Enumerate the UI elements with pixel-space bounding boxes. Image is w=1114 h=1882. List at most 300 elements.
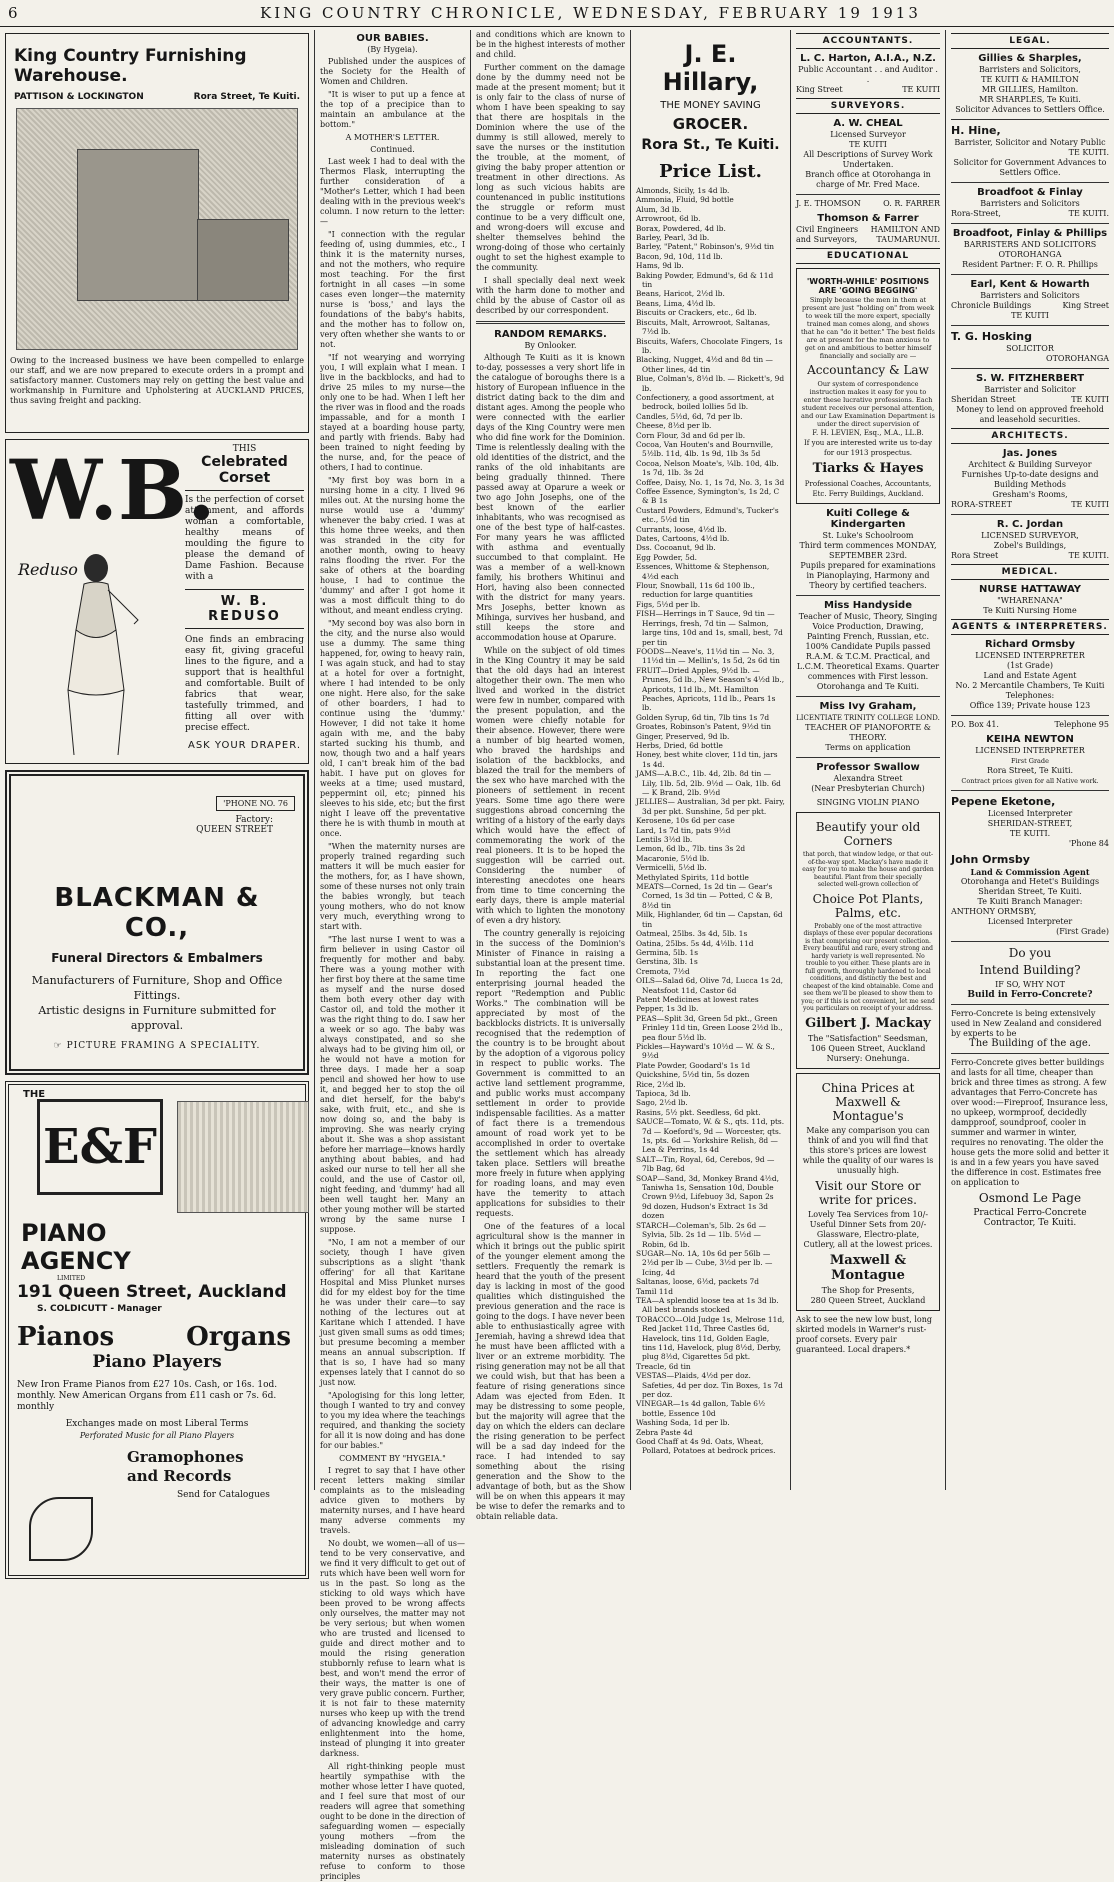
advertiser-name: Professor Swallow [816, 762, 920, 773]
article-paragraph: I shall specially deal next week with the harm done to mother and child by the abuse of Castor oil as described by our correspondent. [476, 276, 625, 315]
ad-subject: Accountancy & Law [807, 363, 929, 377]
organs-label: Organs [186, 1322, 291, 1352]
advertiser-text: All Descriptions of Survey Work Undertaken. [803, 150, 933, 169]
price-list-item: FRUIT—Dried Apples, 9½d lb. — Prunes, 5d lb., New Season's 4½d lb., Apricots, 11d lb., Mt. Hamilton Peaches, Apricots, 11d lb., Pears 1s lb. [636, 665, 785, 713]
price-list-item: SALT—Tin, Royal, 6d, Cerebos, 9d — 7lb Bag, 6d [636, 1154, 775, 1174]
price-list-item: Biscuits, Wafers, Chocolate Fingers, 1s lb. [636, 336, 783, 355]
price-list-item: Blacking, Nugget, 4½d and 8d tin — Other lines, 4d tin [636, 355, 773, 374]
ad-paragraph: Simply because the men in them at present are just "holding on" from week to week till the more expert, specially trained man comes along, and shows that he can "do it better." The best fields are at present for the man anxious to get on and ambitious to better himself financially and socially are — [801, 296, 935, 360]
limited-label: LIMITED [57, 1275, 86, 1282]
price-list-item: Lard, 1s 7d tin, pats 9½d [636, 825, 731, 835]
price-list-item: Good Chaff at 4s 9d. Oats, Wheat, Pollard, Potatoes at bedrock prices. [636, 1437, 776, 1456]
divider [951, 368, 1109, 369]
partner-name: O. R. FARRER [883, 199, 940, 208]
factory-info [19, 811, 273, 835]
price-list-item: Custard Powders, Edmund's, Tucker's etc., 5½d tin [636, 505, 779, 525]
column-ads-left [0, 30, 315, 1500]
price-list-item: Dates, Cartoons, 4½d lb. [636, 534, 730, 544]
price-list-item: Rice, 2½d lb. [636, 1079, 686, 1089]
firm-sub: Practical Ferro-Concrete Contractor, Te Kuiti. [973, 1208, 1087, 1228]
price-list-item: Essences, Whittome & Stephenson, 4½d each [636, 562, 770, 581]
continued-label: Continued. [370, 145, 415, 154]
advertiser-text: First Grade [1011, 757, 1049, 765]
ad-paragraph: One finds an embracing easy fit, giving graceful lines to the figure, and a support that is healthful and comfortable. Built of fabrics that wear, tastefully trimmed, and fitting all over with precise effect. [185, 635, 304, 733]
article-paragraph: "I connection with the regular feeding of, using dummies, etc., I think it is the maternity nurses, and not the mothers, who require most teaching. For the first fortnight in all cases —in some cases even longer—the maternity nurse is 'boss,' and lays the foundations of the baby's habits, and the mother has to follow on, very often whether she wants to or not. [320, 230, 465, 349]
ad-headline: Visit our Store or write for prices. [815, 1178, 921, 1207]
address-row [951, 395, 1109, 405]
advertiser-text: Te Kuiti Nursing Home [983, 606, 1077, 615]
price-list-item: Blue, Colman's, 8½d lb. — Rickett's, 9d lb. [636, 374, 785, 393]
grocer-name: J. E. Hillary, [662, 40, 759, 96]
article-paragraph: The country generally is rejoicing in the success of the Dominion's Minister of Finance in raising a substantial loan at the present time. In reporting the fact one enterprising journal headed the report "Redemption and Public Works." The combination will be appreciated by most of the backblocks districts. It is universally recognised that the redemption of the country is to be brought about by the adoption of a vigorous policy in respect to public works. The Government is committed to an active land settlement programme, and public works must accompany settlement in order to provide indispensable facilities. As a matter of fact there is a tremendous amount of road work yet to be accomplished in order to overtake the settlement which has already taken place. Settlers will breathe more freely in future when applying for roading loans, and may even have the temerity to attach applications for subsidies to their requests. [476, 929, 625, 1218]
price-list-item: Arrowroot, 6d lb. [636, 214, 701, 224]
grocer-tagline: THE MONEY SAVING [660, 100, 761, 111]
telephone: Telephone 95 [1054, 720, 1109, 729]
divider [951, 223, 1109, 224]
firm-sub: 106 Queen Street, Auckland [810, 1043, 926, 1053]
address-row [951, 209, 1109, 219]
article-heading: OUR BABIES. [356, 33, 429, 44]
wb-logo: W.B. [10, 443, 216, 539]
ad-text: Owing to the increased business we have been compelled to enlarge our staff, and we are now prepared to execute orders in a prompt and satisfactory manner. Customers may rely on getting the best value and workmanship in Furniture and Upholstering at AUCKLAND PRICES, thus saving freight and packing. [10, 356, 304, 405]
advertiser-text: Solicitor Advances to Settlers Office. [955, 105, 1105, 114]
advertiser-role: Barrister, Solicitor and Notary Public [954, 138, 1106, 147]
article-paragraph: All right-thinking people must heartily sympathise with the mother whose letter I have quoted, and I feel sure that most of our readers will agree that something ought to be done in the direction of safeguarding women — especially young mothers —from the misleading domination of such maternity nurses as obstinately refuse to conform to those principles [320, 1762, 465, 1881]
price-list-item: Dss. Cocoanut, 9d lb. [636, 543, 716, 553]
section-header: EDUCATIONAL [796, 248, 940, 264]
advertiser-text: Third term commences MONDAY, SEPTEMBER 23rd. [799, 541, 937, 560]
price-list-items [636, 186, 785, 1456]
catalogues-line: Send for Catalogues [177, 1490, 270, 1500]
price-list-item: Coffee Essence, Symington's, 1s 2d, C & B 1s [636, 487, 780, 506]
advertiser-text: MR SHARPLES, Te Kuiti. [979, 95, 1081, 104]
advertiser-text: Te Kuiti Branch Manager: [977, 897, 1083, 906]
street: King Street [1062, 301, 1109, 310]
firm-tagline: Funeral Directors & Embalmers [51, 951, 263, 965]
divider [951, 1053, 1109, 1054]
column-our-babies [315, 30, 471, 1881]
corset-ad-art [6, 440, 216, 763]
advertiser-text: Terms on application [825, 743, 911, 752]
section-header: SURVEYORS. [796, 98, 940, 114]
ad-paragraph: Probably one of the most attractive displays of these ever popular decorations is that comprising our present collection. Every beautiful and rare, every strong and hardy variety is well represented. No trouble to you either. These plants are in full growth, thoroughly hardened to local conditions, and distinctly the best and cheapest of the kind obtainable. Come and see them we'll be pleased to show them to you; or if this is not convenient, let me send you particulars on receipt of your address. [801, 922, 935, 1012]
article-paragraph: I regret to say that I have other recent letters making similar complaints as to the misleading advice given to mothers by maternity nurses, and I have heard many adverse comments my travels. [320, 1466, 465, 1535]
price-list-title: Price List. [659, 161, 762, 182]
town: TAUMARUNUI. [876, 235, 940, 244]
page-number: 6 [8, 4, 18, 22]
divider [951, 514, 1109, 515]
street: RORA-STREET [951, 500, 1012, 509]
ad-headline: Beautify your old Corners [815, 820, 921, 848]
column-price-list [631, 30, 791, 1490]
mackay-ad [796, 812, 940, 1069]
advertiser-text: Solicitor for Government Advances to Settlers Office. [953, 158, 1107, 177]
grocer-address: Rora St., Te Kuiti. [641, 137, 780, 153]
advertiser-text: Money to lend on approved freehold and leasehold securities. [956, 405, 1104, 424]
town: TE KUITI. [1068, 209, 1109, 218]
grocer-label: GROCER. [672, 115, 749, 133]
divider [951, 182, 1109, 183]
partner-name: J. E. THOMSON [796, 199, 861, 208]
section-header: ACCOUNTANTS. [796, 33, 940, 49]
address-row [951, 720, 1109, 730]
column-legal-ads [946, 30, 1114, 1490]
gramophone-horn-icon [29, 1497, 93, 1561]
divider [951, 274, 1109, 275]
pianos-label: Pianos [17, 1322, 115, 1352]
advertiser-text: St. Luke's Schoolroom [822, 531, 914, 540]
corset-ad [5, 439, 309, 764]
article-paragraph: and conditions which are known to be in the highest interests of mother and child. [476, 30, 625, 59]
price-list-item: Corn Flour, 3d and 6d per lb. [636, 430, 746, 440]
price-list-item: Figs, 5½d per lb. [636, 599, 701, 609]
ad-headline: Celebrated Corset [185, 454, 304, 491]
street: King Street [796, 85, 843, 94]
article-byline: By Onlooker. [524, 341, 577, 350]
advertiser-text: (1st Grade) [1006, 661, 1054, 670]
price-list-item: PEAS—Split 3d, Green 5d pkt., Green Frinley 11d tin, Green Loose 2½d lb., pea flour 5½d lb. [636, 1013, 783, 1042]
price-list-item: Pickles—Hayward's 10½d — W. & S., 9½d [636, 1041, 775, 1061]
advertiser-text: Office 139; Private house 123 [969, 701, 1091, 710]
warehouse-photo [16, 108, 298, 350]
price-list-item: Golden Syrup, 6d tin, 7lb tins 1s 7d [636, 712, 770, 722]
divider [951, 941, 1109, 942]
advertiser-role: LICENSED INTERPRETER [975, 746, 1085, 755]
advertiser-role: Licensed Interpreter [987, 809, 1073, 818]
advertiser-name: Pepene Eketone, [951, 795, 1056, 808]
logo-the: THE [23, 1089, 46, 1100]
price-list-item: Hams, 9d lb. [636, 261, 684, 271]
address-row [796, 225, 940, 235]
price-list-item: JELLIES— Australian, 3d per pkt. Fairy, 3d per pkt. Sunshine, 5d per pkt. [636, 797, 785, 816]
article-paragraph: Published under the auspices of the Society for the Health of Women and Children. [320, 57, 465, 86]
ad-headline: Choice Pot Plants, Palms, etc. [812, 891, 924, 920]
article-paragraph: "Apologising for this long letter, though I wanted to try and convey to you my idea where the teachings required, and thanking the society for all it is now doing and has done for our babies." [320, 1391, 465, 1450]
perforated-line: Perforated Music for all Piano Players [79, 1431, 235, 1440]
advertiser-name: Earl, Kent & Howarth [970, 279, 1090, 290]
price-list-item: Gerstina, 3lb. 1s [636, 957, 698, 967]
article-subheading: COMMENT BY "HYGEIA." [339, 1454, 446, 1463]
ad-paragraph: that porch, that window ledge, or that out-of-the-way spot. Mackay's have made it easy for you to make the house and garden beautiful. Plant from their specially selected well-grown collection of [802, 851, 934, 888]
firm-sub: 280 Queen Street, Auckland [810, 1295, 926, 1305]
advertiser-text: No. 2 Mercantile Chambers, Te Kuiti [955, 681, 1105, 690]
price-paragraph: New Iron Frame Pianos from £27 10s. Cash, or 16s. 1od. monthly. New American Organs from £11 cash or 7s. 6d. monthly [17, 1380, 278, 1412]
address-row [951, 551, 1109, 561]
price-list-item: Cheese, 8½d per lb. [636, 421, 712, 431]
advertiser-name: Jas. Jones [1002, 448, 1058, 459]
town: TE KUITI [849, 140, 887, 149]
advertiser-text: Land and Estate Agent [983, 671, 1077, 680]
advertiser-name: S. W. FITZHERBERT [975, 373, 1085, 384]
factory-street: QUEEN STREET [196, 825, 273, 835]
corset-figure-illustration [46, 550, 146, 760]
price-list-item: VESTAS—Plaids, 4½d per doz. Safeties, 4d per doz. Tin Boxes, 1s 7d per doz. [636, 1371, 783, 1399]
price-list-item: Cocoa, Van Houten's and Bournville, 5½lb. 11d, 4lb. 1s 9d, 1lb 3s 5d [636, 439, 774, 459]
building: Chronicle Buildings [951, 301, 1032, 310]
divider [796, 757, 940, 758]
firm-name: Osmond Le Page [978, 1191, 1082, 1205]
article-paragraph: "My second boy was also born in the city, and the nurse also would use a dummy. The same thing happened, for, owing to heavy rain, I was again stuck, and had to stay at a hotel for over a fortnight, where I had intended to be only one night. Here also, for the sake of other boarders, I had to continue using the 'dummy.' However, I did not take it home again with me, and the baby started sucking his thumb, and now, though two and a half years old, I can't break him of the bad habit. I have put on gloves for weeks at a time; used mustard, peppermint oil, etc; pinned his sleeves to his side, etc; but the first night I leave off the preventative there he is with thumb in mouth at once. [320, 619, 465, 838]
advertiser-name: NURSE HATTAWAY [978, 584, 1082, 595]
price-list-item: Tapioca, 3d lb. [636, 1089, 691, 1098]
players-label: Piano Players [92, 1352, 222, 1372]
blackman-ad [5, 770, 309, 1075]
ad-headline: 'WORTH-WHILE' POSITIONS ARE 'GOING BEGGING' [806, 277, 930, 295]
price-list-item: Ammonia, Fluid, 9d bottle [636, 195, 734, 205]
pointing-hand-icon: ☞ [53, 1041, 67, 1051]
advertiser-name: T. G. Hosking [951, 330, 1032, 343]
advertiser-text: (First Grade) [1056, 927, 1109, 936]
article-paragraph: No doubt, we women—all of us—tend to be very conservative, and we find it very difficult to get out of ruts which have been well worn for us in the past. So long as the sticking to old ways which have been proved to be wrong affects only ourselves, the matter may not be very serious; but when women who are trusted and licensed to guide and direct mother and to mould the rising generation stubbornly refuse to learn what is best, and won't mend the error of their ways, the matter is one of very grave public concern. Further, it is not fair to these maternity nurses who keep up with the trend of advancing knowledge and carry enlightenment into the home, instead of plunging it into greater darkness. [320, 1539, 465, 1758]
price-list-item: Beans, Haricot, 2½d lb. [636, 289, 725, 299]
divider [951, 119, 1109, 120]
advertiser-text: Teacher of Music, Theory, Singing Voice Production, Drawing, Painting French, Russian, etc. 100% Candidate Pupils passed R.A.M. & T.C.M. Practical, and L.C.M. Theoretical Exams. Quarter commences with First lesson. Otorohanga and Te Kuiti. [796, 612, 940, 691]
firm-name: Gilbert J. Mackay [805, 1015, 931, 1031]
advertiser-text: LICENTIATE TRINITY COLLEGE LOND. [796, 714, 940, 722]
advertiser-role: LICENSED SURVEYOR, [981, 531, 1079, 540]
price-list-item: Plate Powder, Goodard's 1s 1d [636, 1060, 751, 1070]
price-list-item: Beans, Lima, 4½d lb. [636, 298, 716, 308]
ad-paragraph: Is the perfection of corset attainment, and affords woman a comfortable, healthy means of moulding the figure to please the demand of Dame Fashion. Because with a [185, 495, 304, 582]
partners-row [796, 199, 940, 209]
advertiser-text: Pupils prepared for examinations in Pianoplaying, Harmony and Theory by certified teachers. [800, 561, 936, 590]
building-shape [197, 219, 289, 301]
price-list-item: Oatmeal, 25lbs. 3s 4d, 5lb. 1s [636, 929, 748, 939]
address-row [951, 500, 1109, 510]
ad-paragraph: Manufacturers of Furniture, Shop and Office Fittings. [31, 974, 283, 1002]
ad-headline: China Prices at Maxwell & Montague's [821, 1080, 915, 1123]
advertiser-text: SHERIDAN-STREET, [987, 819, 1073, 828]
newspaper-title: KING COUNTRY CHRONICLE, WEDNESDAY, FEBRUARY 19 1913 [260, 4, 921, 22]
framing-line [19, 1041, 295, 1051]
advertiser-name: Kuiti College & Kindergarten [826, 508, 910, 530]
reduso-script: Reduso [14, 560, 82, 579]
advertiser-text: SINGING VIOLIN PIANO [816, 798, 920, 807]
price-list-item: OILS—Salad 6d, Olive 7d, Lucca 1s 2d, Neatsfoot 11d, Castor 6d [636, 976, 783, 995]
ad-headline: Build in Ferro-Concrete? [967, 990, 1093, 1000]
ad-headline: Intend Building? [979, 963, 1081, 977]
ef-logo-block [17, 1089, 297, 1219]
article-paragraph: Further comment on the damage done by the dummy need not be made at the present moment; but it is only fair to the class of nurse of whom I have been speaking to say that there are hospitals in the Dominion where the use of the dummy is still allowed, merely to save the nurses or the institution the trouble, at the moment, of giving the baby proper attention or treatment in other directions. As long as such vicious habits are countenanced in public institutions the struggle or reform must continue to be a very difficult one, and wrong-doers will excuse and shelter themselves behind the wrong-doing of those who certainly ought to set the highest example to the community. [476, 63, 625, 272]
ad-call-to-action: ASK YOUR DRAPER. [187, 740, 301, 751]
piano-agency-ad [5, 1081, 309, 1579]
maxwell-montague-ad [796, 1073, 940, 1311]
street: Sheridan Street [951, 395, 1016, 404]
advertiser-name: Gillies & Sharples, [978, 53, 1082, 64]
ad-kicker: THIS [232, 444, 257, 454]
price-list-item: TEA—A splendid loose tea at 1s 3d lb. All best brands stocked [636, 1295, 779, 1315]
price-list-item: Oatina, 25lbs. 5s 4d, 4½lb. 11d [636, 938, 754, 948]
town: OTOROHANGA [998, 250, 1062, 259]
exchanges-line: Exchanges made on most Liberal Terms [65, 1419, 249, 1429]
article-paragraph: "The last nurse I went to was a firm believer in using Castor oil frequently for mother and baby. There was a young mother with her first boy there at the same time as myself and the nurse dosed them both every other day with Castor oil, and told the mother it was the right thing to do. I saw her a week or so ago. The baby was always constipated, and so she always had to be giving him oil, or he would not have a motion for three days. I made her a soap pencil and showed her how to use it, and begged her to stop the oil and diet herself, for the baby's sake, with fruit, etc., and she is now doing so, and the baby is improving. She was nearly crying about it. She was a shop assistant before her marriage—knows hardly anything about babies, and had asked our nurse to tell her all she could, and the use of Castor oil, night feeding, and 'dummy' had all been well taught her. Many an other young mother will be started wrong by the same nurse I suppose. [320, 935, 465, 1234]
price-list-item: Barley, "Patent," Robinson's, 9½d tin [636, 242, 775, 252]
advertiser-role: BARRISTERS AND SOLICITORS [963, 240, 1097, 249]
price-list-item: FOODS—Neave's, 11½d tin — No. 3, 11½d tin — Mellin's, 1s 5d, 2s 6d tin [636, 646, 780, 666]
section-header: LEGAL. [951, 33, 1109, 49]
price-list-item: Germina, 5lb. 1s [636, 947, 699, 957]
price-list-item: Baking Powder, Edmund's, 6d & 11d tin [636, 270, 774, 290]
price-list-item: Almonds, Sicily, 1s 4d lb. [636, 186, 730, 195]
price-list-item: Biscuits or Crackers, etc., 6d lb. [636, 308, 757, 318]
price-list-item: Pepper, 1s 3d lb. [636, 1004, 699, 1014]
advertiser-text: Rora Street, Te Kuiti. [986, 766, 1074, 775]
advertiser-text: "WHARENANA" [997, 596, 1063, 605]
price-list-item: Methylated Spirits, 11d bottle [636, 872, 749, 882]
article-paragraph: Although Te Kuiti as it is known to-day, possesses a very short life in the catalogue of boroughs there is a history of European influence in the district dating back to the dim and distant ages. Among the people who were connected with the earlier days of the King Country were men who did fine work for the Dominion. Time is relentlessly dealing with the old identities of the district, and the ranks of the old inhabitants are being gradually thinned. There passed away at Oparure a week or two ago John Josephs, one of the best known of the earlier inhabitants, who was recognised as one of the best type of half-castes. For many years he was afflicted with asthma and eventually succumbed to that complaint. He was a member of a well-known family, his brothers Whitinui and Hori, having also been connected with the district for many years. Mrs Josephs, better known as Mihinga, survives her husband, and still keeps the store and accommodation house at Oparure. [476, 353, 625, 642]
advertiser-name: Broadfoot, Finlay & Phillips [952, 228, 1108, 239]
advertiser-role: Land & Commission Agent [970, 867, 1090, 877]
phone-box: 'PHONE NO. 76 [216, 796, 295, 811]
ad-paragraph: Ferro-Concrete is being extensively used in New Zealand and considered by experts to be [951, 1009, 1102, 1038]
agency-address: 191 Queen Street, Auckland [17, 1282, 287, 1302]
price-list-item: Biscuits, Malt, Arrowroot, Saltanas, 7½d lb. [636, 317, 771, 337]
price-list-item: Confectionery, a good assortment, at bedrock, boiled lollies 5d lb. [636, 392, 775, 412]
agency-name-line: PIANO [21, 1219, 107, 1247]
price-list-item: Groates, Robinson's Patent, 9½d tin [636, 722, 772, 732]
ad-headline: The Building of the age. [969, 1038, 1091, 1049]
advertiser-text: MR GILLIES, Hamilton. [981, 85, 1079, 94]
advertiser-text: Contract prices given for all Native work. [961, 777, 1099, 785]
firm-sub: Nursery: Onehunga. [826, 1053, 910, 1063]
price-list-item: Milk, Highlander, 6d tin — Capstan, 6d tin [636, 910, 783, 929]
town: TE KUITI [902, 85, 940, 94]
street: Rora-Street, [951, 209, 1001, 218]
price-list-item: Cremota, 7½d [636, 966, 690, 976]
ad-kicker: IF SO, WHY NOT [995, 980, 1065, 989]
firm-sub: The Shop for Presents, [821, 1285, 915, 1295]
advertiser-role: SOLICITOR [1006, 344, 1054, 353]
advertiser-name: Miss Handyside [824, 600, 912, 611]
advertiser-name: Miss Ivy Graham, [819, 701, 917, 712]
ef-logo: E&F [37, 1099, 163, 1195]
town: TE KUITI. [1068, 148, 1109, 157]
price-list-item: Alum, 3d lb. [636, 204, 682, 214]
town: TE KUITI & HAMILTON [981, 75, 1079, 84]
price-list-item: STARCH—Coleman's, 5lb. 2s 6d — Sylvia, 5lb. 2s 1d — 1lb. 5½d — Robin, 6d lb. [636, 1220, 767, 1249]
advertiser-role: Barristers and Solicitors [980, 199, 1080, 208]
article-paragraph: While on the subject of old times in the King Country it may be said that the old days had an interest altogether their own. The men who lived and worked in the district were few in number, compared with the present population, and the women were chiefly notable for their absence. However, there were a number of big hearted women, who braved the hardships and isolation of the backblocks, and blazed the trail for the members of the sex who have marched with the pioneers of settlement in recent years. Some time ago there were suggestions abroad concerning the writing of a history of the early days which would have the effect of commemorating the work of the real pioneers. It is to be hoped the suggestion will be carried out. Considering the number of interesting anecdotes one hears from time to time concerning the early days, there is ample material with which to lighten the monotony of even a dry history. [476, 646, 625, 925]
advertiser-text: (Near Presbyterian Church) [811, 784, 925, 793]
divider [951, 790, 1109, 791]
agency-name-line: AGENCY [21, 1247, 131, 1275]
ad-paragraph: If you are interested write us to-day for our 1913 prospectus. [804, 439, 932, 457]
advertiser-role: Barristers and Solicitors [980, 291, 1080, 300]
street: Rora Street [951, 551, 999, 560]
advertiser-text: Telephones: [1005, 691, 1055, 700]
firm-name: PATTISON & LOCKINGTON [14, 92, 144, 102]
worth-while-ad [796, 268, 940, 504]
price-list-item: SAUCE—Tomato, W. & S., qts. 11d, pts. 7d — Koeford's, 9d — Worcester, qts. 1s, pts. 6d — Yorkshire Relish, 8d — Lea & Perrins, 1s 4d [636, 1117, 785, 1155]
advertiser-name: Broadfoot & Finlay [977, 187, 1083, 198]
advertiser-name: KEIHA NEWTON [986, 734, 1074, 745]
advertiser-text: Licensed Interpreter [987, 917, 1073, 926]
price-list-item: Egg Powder, 5d. [636, 552, 697, 562]
advertiser-name: L. C. Harton, A.I.A., N.Z. [800, 53, 936, 64]
firm-sub: Professional Coaches, Accountants, Etc. Ferry Buildings, Auckland. [804, 480, 932, 498]
price-list-item: JAMS—A.B.C., 1lb. 4d, 2lb. 8d tin — Lily, 1lb. 5d, 2lb. 9½d — Oak, 1lb. 6d — K Brand, 2lb. 9½d [636, 769, 781, 797]
price-list-item: Lemon, 6d lb., 7lb. tins 3s 2d [636, 844, 746, 854]
advertiser-role: and Surveyors, [796, 235, 858, 244]
advertiser-role: Barristers and Solicitors, [979, 65, 1081, 74]
price-list-item: Candles, 5½d, 6d, 7d per lb. [636, 411, 743, 421]
advertiser-text: Zobel's Buildings, [993, 541, 1067, 550]
price-list-item: Vermicelli, 5½d lb. [636, 863, 707, 873]
price-list-item: Flour, Snowball, 11s 6d 100 lb., reduction for large quantities [636, 581, 755, 600]
price-list-item: SUGAR—No. 1A, 10s 6d per 56lb — 2½d per lb — Cube, 3½d per lb. — Icing, 4d [636, 1248, 773, 1277]
advertiser-role: Civil Engineers [796, 225, 859, 234]
price-list-item: Barley, Pearl, 3d lb. [636, 233, 710, 243]
ad-paragraph: Our system of correspondence instruction makes it easy for you to enter these lucrative professions. Each student receives our personal attention, and our Law Examination Department is under the direct supervision of [801, 380, 935, 428]
article-paragraph: "If not wearying and worrying you, I will explain what I mean. I live in the backblocks, and had to drive 25 miles to my nurse—the only one to be had. When I left her the river was in flood and the roads impassable, and for a month I stayed at a boarding house party, and partly with friends. Baby had been trained to night feeding by the nurse, and, for the peace of others, I had to continue. [320, 353, 465, 472]
advertiser-role: Licensed Surveyor [830, 130, 906, 139]
article-paragraph: "When the maternity nurses are properly trained regarding such matters it will be much easier for the mothers, for, as I have shown, some of these nurses not only train the babies wrongly, but teach young mothers, who do not know very much, everything wrong to start with. [320, 842, 465, 931]
article-quote: "It is wiser to put up a fence at the top of a precipice than to maintain an ambulance at the bottom." [320, 90, 465, 129]
price-list-item: Bacon, 9d, 10d, 11d lb. [636, 251, 723, 261]
price-list-item: Treacle, 6d tin [636, 1361, 691, 1371]
telephone: 'Phone 84 [1068, 839, 1109, 848]
advertiser-text: Resident Partner: F. O. R. Phillips [962, 260, 1098, 269]
town: TE KUITI. [1009, 829, 1051, 838]
price-list-item: VINEGAR—1s 4d gallon, Table 6½ bottle, Essence 10d [636, 1399, 766, 1418]
article-paragraph: Last week I had to deal with the Thermos Flask, interrupting the further consideration of a "Mother's Letter, which I had been dealing with in the previous week's column. I now return to the letter:— [320, 157, 465, 226]
column-random-remarks [471, 30, 631, 1521]
divider [796, 194, 940, 195]
price-list-item: Zebra Paste 4d [636, 1427, 693, 1437]
price-list-item: Herbs, Dried, 6d bottle [636, 740, 723, 750]
section-header: ARCHITECTS. [951, 428, 1109, 444]
advertiser-role: Barrister and Solicitor [984, 385, 1076, 394]
price-list-item: Currants, loose, 4½d lb. [636, 524, 727, 534]
masthead [0, 0, 1114, 27]
column-professional-ads [791, 30, 946, 1490]
ad-paragraph: Ferro-Concrete gives better buildings and lasts for all time, cheaper than brick and three times as strong. A few advantages that Ferro-Concrete has over wood:—Fireproof, Insurance less, no upkeep, wormproof, decidedly dampproof, soundproof, cooler in summer and warmer in winter, requires no renovating. The older the house gets the more solid and better it is and in a few years you have saved the difference in cost. Estimates free on application to [951, 1058, 1109, 1187]
price-list-item: Cocoa, Nelson Moate's, ¼lb. 10d, 4lb. 1s 7d, 1lb. 3s 2d [636, 458, 779, 478]
price-list-item: FISH—Herrings in T Sauce, 9d tin — Herrings, fresh, 7d tin — Salmon, large tins, 10d and 1s, small, best, 7d per tin [636, 609, 783, 647]
price-list-item: Ginger, Preserved, 9d lb. [636, 731, 730, 741]
article-subheading: A MOTHER'S LETTER. [345, 133, 440, 142]
firm-sub: The "Satisfaction" Seedsman, [808, 1033, 928, 1043]
po-box: P.O. Box 41. [951, 720, 999, 729]
price-list-item: Washing Soda, 1d per lb. [636, 1418, 730, 1428]
divider [951, 715, 1109, 716]
divider [951, 325, 1109, 326]
ad-paragraph: Lovely Tea Services from 10/- Useful Dinner Sets from 20/- Glassware, Electro-plate, Cutlery, all at the lowest prices. [803, 1209, 933, 1249]
price-list-item: Saltanas, loose, 6½d, packets 7d [636, 1277, 759, 1287]
divider [796, 595, 940, 596]
firm-name: Maxwell & Montague [829, 1252, 907, 1283]
article-byline: (By Hygeia). [367, 45, 418, 54]
price-list-item: Quickshine, 5½d tin, 5s dozen [636, 1070, 750, 1080]
advertiser-name: Thomson & Farrer [817, 213, 919, 224]
town: HAMILTON AND [870, 225, 940, 234]
firm-name: BLACKMAN & CO., [54, 883, 260, 943]
advertiser-role: Public Accountant . . and Auditor . . [798, 65, 938, 84]
divider [796, 696, 940, 697]
records-label: and Records [127, 1467, 232, 1485]
ad-paragraph: Make any comparison you can think of and you will find that this store's prices are lowest while the quality of our wares is unusually high. [802, 1125, 934, 1175]
ad-paragraph: Artistic designs in Furniture submitted for approval. [38, 1004, 276, 1032]
pianos-organs-line [17, 1322, 297, 1352]
town: TE KUITI [1011, 311, 1049, 320]
town: TE KUITI. [1068, 551, 1109, 560]
price-list-item: Kerosene, 10s 6d per case [636, 816, 735, 826]
advertiser-name: A. W. CHEAL [833, 118, 903, 129]
advertiser-text: Branch office at Otorohanga in charge of Mr. Fred Mace. [805, 170, 931, 189]
ad-title: King Country Furnishing Warehouse. [14, 46, 247, 86]
article-paragraph: "No, I am not a member of our society, though I have given subscriptions as a slight 'thank offering' for all that Karitane Hospital and Miss Plunket nurses did for my eldest boy for the time he was under their care—to say nothing of the lectures out at Karitane which I attended. I have just given small sums as odd times; but presume becoming a member means an annual subscription. If that is so, I have had so many expenses lately that I cannot do so just now. [320, 1238, 465, 1387]
article-heading: RANDOM REMARKS. [494, 329, 607, 340]
